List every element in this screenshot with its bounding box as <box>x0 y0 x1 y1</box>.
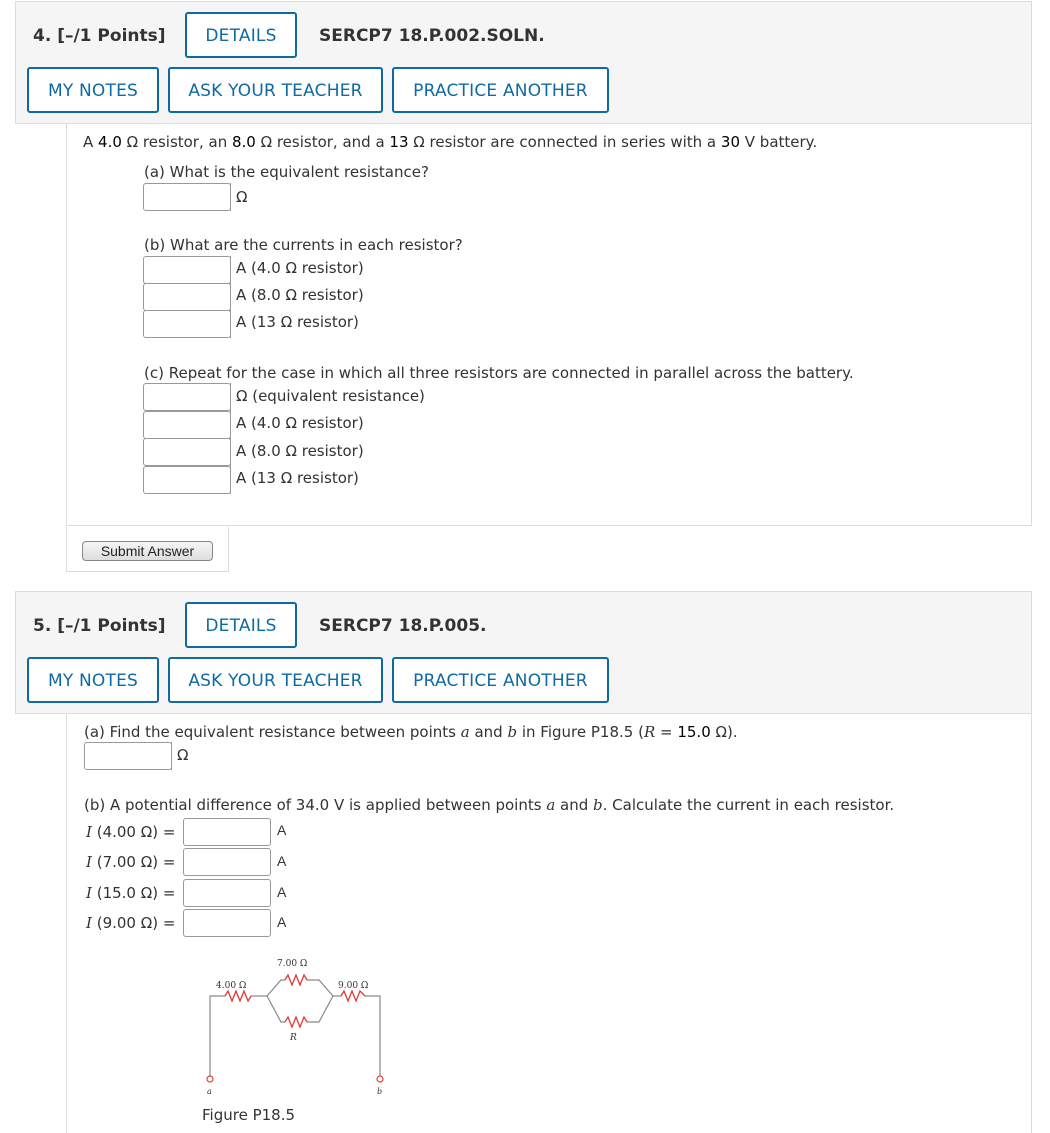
q5-part-a-input[interactable] <box>84 742 172 770</box>
label-node-b: b <box>377 1087 383 1096</box>
q4-part-c-unit-1: Ω (equivalent resistance) <box>236 387 425 405</box>
q4-bar <box>230 183 231 211</box>
q4-part-a-input[interactable] <box>143 183 231 211</box>
q4-part-c-input-2[interactable] <box>143 411 231 439</box>
q4-voltage: 30 <box>720 133 740 151</box>
wire-top-branch-right <box>307 980 333 996</box>
q5-current-label-4: I (9.00 Ω) = <box>86 914 176 932</box>
q4-bar <box>230 256 231 338</box>
q5-current-label-1: I (4.00 Ω) = <box>86 823 176 841</box>
q5-bar <box>171 742 172 770</box>
q4-r3: 13 <box>389 133 409 151</box>
q5-current-label-2: I (7.00 Ω) = <box>86 853 176 871</box>
q5-current-unit-3: A <box>277 884 287 900</box>
q4-bar <box>230 383 231 494</box>
q4-part-a-unit: Ω <box>236 188 248 206</box>
q4-part-c-input-3[interactable] <box>143 438 231 466</box>
q5-r-value: 15.0 <box>677 723 711 741</box>
q5-my-notes-button[interactable]: MY NOTES <box>27 657 159 703</box>
q5-current-input-3[interactable] <box>183 879 271 907</box>
label-9-ohm: 9.00 Ω <box>338 981 369 991</box>
wire-bottom-branch <box>267 996 285 1022</box>
q5-details-button[interactable]: DETAILS <box>185 602 297 648</box>
q5-current-input-2[interactable] <box>183 848 271 876</box>
label-7-ohm: 7.00 Ω <box>277 959 308 969</box>
wire-left <box>210 996 225 1082</box>
q4-part-b-input-1[interactable] <box>143 256 231 284</box>
q4-part-b-input-2[interactable] <box>143 283 231 311</box>
circuit-figure <box>195 950 395 1100</box>
q4-part-c-input-1[interactable] <box>143 383 231 411</box>
q5-current-unit-1: A <box>277 822 287 838</box>
q4-r2: 8.0 <box>231 133 256 151</box>
q4-practice-another-button[interactable]: PRACTICE ANOTHER <box>392 67 609 113</box>
q5-current-input-4[interactable] <box>183 909 271 937</box>
q4-submit-button[interactable]: Submit Answer <box>82 541 213 561</box>
q4-part-b-prompt: (b) What are the currents in each resistor? <box>144 236 463 254</box>
q5-current-label-3: I (15.0 Ω) = <box>86 884 176 902</box>
q4-part-c-unit-3: A (8.0 Ω resistor) <box>236 442 364 460</box>
resistor-9-ohm <box>341 991 365 1001</box>
wire-top-branch <box>267 980 285 996</box>
figure-caption: Figure P18.5 <box>202 1106 296 1124</box>
q4-details-button[interactable]: DETAILS <box>185 12 297 58</box>
q4-part-c-unit-4: A (13 Ω resistor) <box>236 469 359 487</box>
label-4-ohm: 4.00 Ω <box>216 981 247 991</box>
label-node-a: a <box>207 1087 212 1096</box>
q4-part-b-input-3[interactable] <box>143 310 231 338</box>
q4-part-a-prompt: (a) What is the equivalent resistance? <box>144 163 429 181</box>
label-R: R <box>290 1033 297 1043</box>
node-b-terminal <box>377 1076 383 1082</box>
q4-code: SERCP7 18.P.002.SOLN. <box>319 26 545 46</box>
q4-stem: A 4.0 Ω resistor, an 8.0 Ω resistor, and a 13 Ω resistor are connected in series with a 30 V battery. <box>83 133 818 151</box>
q5-current-unit-4: A <box>277 914 287 930</box>
resistor-R <box>285 1017 307 1027</box>
q4-number: 4. [–/1 Points] <box>33 26 166 46</box>
q4-part-c-prompt: (c) Repeat for the case in which all three resistors are connected in parallel across the battery. <box>144 364 854 382</box>
q5-number: 5. [–/1 Points] <box>33 616 166 636</box>
q4-part-b-unit-2: A (8.0 Ω resistor) <box>236 286 364 304</box>
q5-current-unit-2: A <box>277 853 287 869</box>
wire-right-end <box>365 996 380 1082</box>
q5-practice-another-button[interactable]: PRACTICE ANOTHER <box>392 657 609 703</box>
q5-part-a-prompt: (a) Find the equivalent resistance between points a and b in Figure P18.5 (R = 15.0 Ω). <box>84 723 738 741</box>
q4-part-c-unit-2: A (4.0 Ω resistor) <box>236 414 364 432</box>
q5-part-b-prompt: (b) A potential difference of 34.0 V is applied between points a and b. Calculate the current in each resistor. <box>84 796 895 814</box>
resistor-4-ohm <box>225 991 251 1001</box>
node-a-terminal <box>207 1076 213 1082</box>
q4-part-b-unit-3: A (13 Ω resistor) <box>236 313 359 331</box>
resistor-7-ohm <box>285 975 307 985</box>
q4-my-notes-button[interactable]: MY NOTES <box>27 67 159 113</box>
wire-bottom-branch-right <box>307 996 333 1022</box>
q4-part-c-input-4[interactable] <box>143 466 231 494</box>
q5-ask-teacher-button[interactable]: ASK YOUR TEACHER <box>168 657 383 703</box>
q4-r1: 4.0 <box>98 133 122 151</box>
q4-part-b-unit-1: A (4.0 Ω resistor) <box>236 259 364 277</box>
q5-code: SERCP7 18.P.005. <box>319 616 487 636</box>
q4-ask-teacher-button[interactable]: ASK YOUR TEACHER <box>168 67 383 113</box>
q5-part-a-unit: Ω <box>177 746 189 764</box>
q5-current-input-1[interactable] <box>183 818 271 846</box>
